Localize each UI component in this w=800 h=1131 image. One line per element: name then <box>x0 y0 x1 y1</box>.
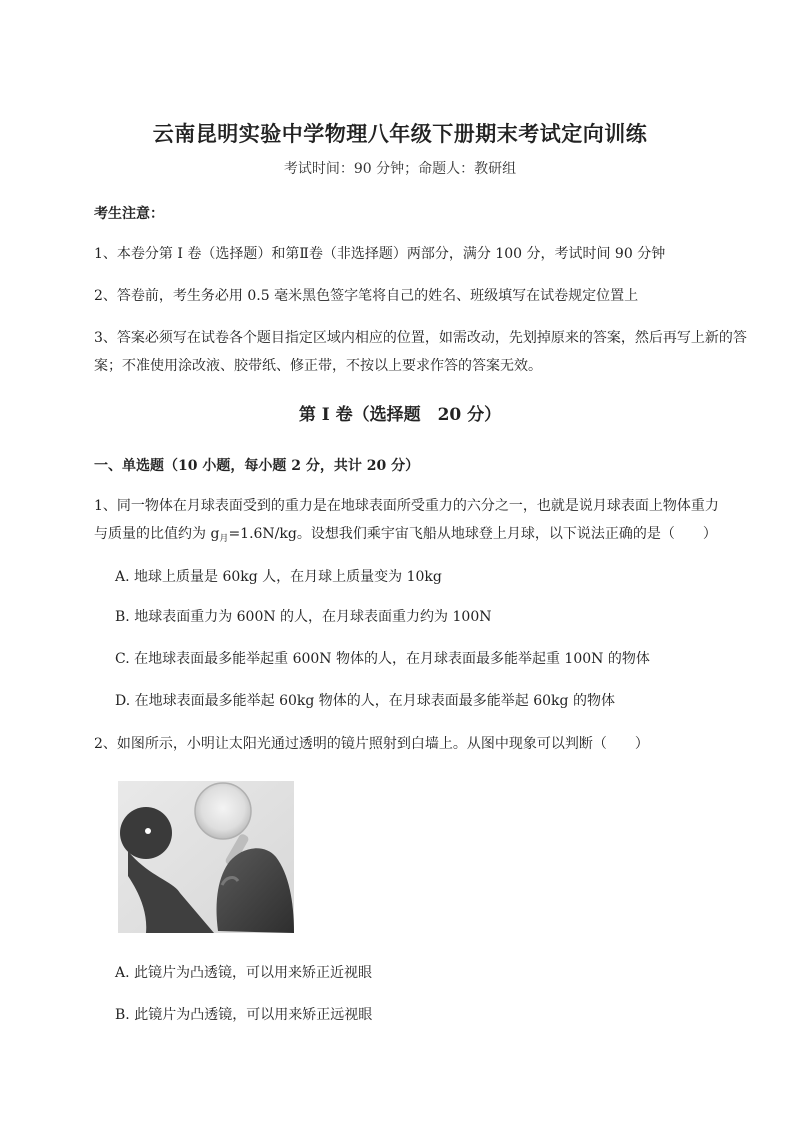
exam-subtitle: 考试时间：90 分钟；命题人：教研组 <box>283 161 517 177</box>
gravity-subscript: 月 <box>219 534 229 544</box>
question-2-stem: 2、如图所示，小明让太阳光通过透明的镜片照射到白墙上。从图中现象可以判断（ ） <box>94 736 649 752</box>
question-1-option-c: C. 在地球表面最多能举起重 600N 物体的人，在月球表面最多能举起重 100N 的物体 <box>115 651 650 667</box>
question-1-option-d: D. 在地球表面最多能举起 60kg 物体的人，在月球表面最多能举起 60kg 的物体 <box>115 693 615 709</box>
exam-title: 云南昆明实验中学物理八年级下册期末考试定向训练 <box>152 121 648 146</box>
question-1-line-1: 1、同一物体在月球表面受到的重力是在地球表面所受重力的六分之一，也就是说月球表面上物体重力 <box>94 498 719 514</box>
question-1-line-2 <box>94 520 754 553</box>
question-1-option-a: A. 地球上质量是 60kg 人，在月球上质量变为 10kg <box>115 569 442 585</box>
part-heading: 一、单选题（10 小题，每小题 2 分，共计 20 分） <box>94 458 420 474</box>
question-2-option-b: B. 此镜片为凸透镜，可以用来矫正远视眼 <box>115 1007 373 1023</box>
lens-photo <box>118 781 294 933</box>
question-1-line-2-start: 与质量的比值约为 g <box>94 526 220 542</box>
question-2-option-a: A. 此镜片为凸透镜，可以用来矫正近视眼 <box>115 965 373 981</box>
notice-item-1: 1、本卷分第 I 卷（选择题）和第Ⅱ卷（非选择题）两部分，满分 100 分，考试时间 90 分钟 <box>94 246 666 262</box>
focused-light-spot <box>145 828 151 834</box>
question-1-option-b: B. 地球表面重力为 600N 的人，在月球表面重力约为 100N <box>115 609 492 625</box>
notice-item-2: 2、答卷前，考生务必用 0.5 毫米黑色签字笔将自己的姓名、班级填写在试卷规定位置上 <box>94 288 639 304</box>
magnifier-lens <box>195 783 251 839</box>
section-title: 第 I 卷（选择题 20 分） <box>298 405 502 425</box>
notice-heading: 考生注意： <box>94 206 164 222</box>
notice-item-3: 3、答案必须写在试卷各个题目指定区域内相应的位置，如需改动，先划掉原来的答案，然后再写上新的答案；不准使用涂改液、胶带纸、修正带，不按以上要求作答的答案无效。 <box>94 330 747 374</box>
question-1-line-2-end: =1.6N/kg。设想我们乘宇宙飞船从地球登上月球，以下说法正确的是（ ） <box>228 526 717 542</box>
question-1-stem <box>94 492 754 553</box>
